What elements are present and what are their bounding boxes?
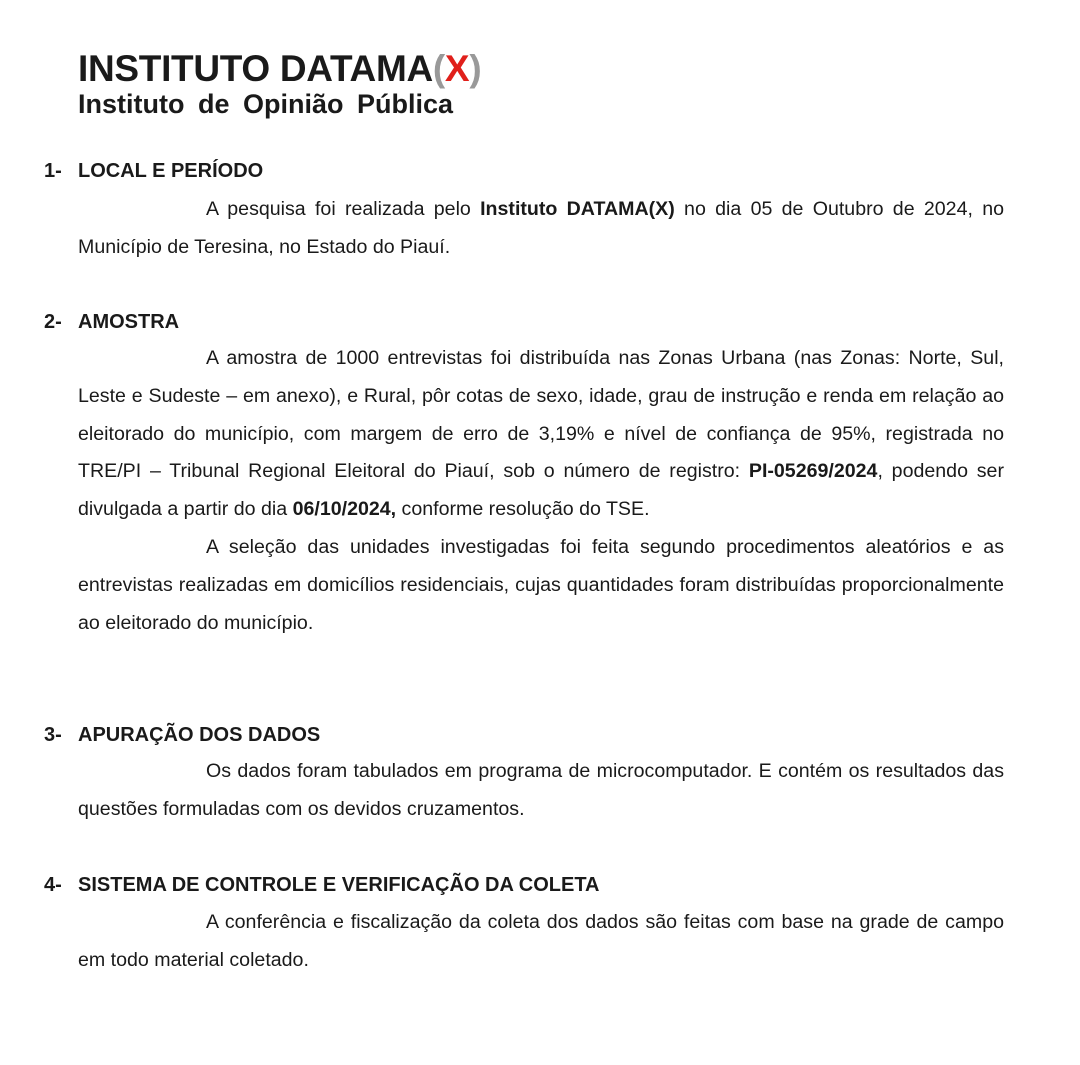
brand-subtitle: Instituto de Opinião Pública	[78, 89, 454, 119]
section-heading	[44, 723, 320, 747]
section-title: AMOSTRA	[78, 311, 180, 333]
section-body	[78, 191, 1004, 267]
text-run: A pesquisa foi realizada pelo	[206, 198, 481, 220]
document-header	[78, 50, 481, 120]
section-title: SISTEMA DE CONTROLE E VERIFICAÇÃO DA COLETA	[78, 874, 600, 896]
section-heading	[44, 873, 600, 897]
brand-main: INSTITUTO DATAMA	[78, 48, 433, 89]
bold-text: Instituto DATAMA(X)	[480, 198, 675, 220]
paragraph	[78, 340, 1004, 529]
section-body	[78, 753, 1004, 829]
paragraph	[78, 191, 1004, 267]
section-title: LOCAL E PERÍODO	[78, 160, 264, 182]
section-number: 4-	[44, 874, 62, 896]
brand-close-paren: )	[469, 48, 482, 89]
section-number: 3-	[44, 724, 62, 746]
brand-title	[78, 50, 481, 88]
text-run: , podendo ser divulgada a partir do dia	[78, 460, 1004, 521]
bold-text: PI-05269/2024	[748, 460, 878, 483]
paragraph: A conferência e fiscalização da coleta dos dados são feitas com base na grade de campo em todo material coletado.	[78, 911, 1004, 971]
text-run: no dia 05 de Outubro de 2024, no Município de Teresina, no Estado do Piauí.	[78, 198, 1005, 258]
text-run: conforme resolução do TSE.	[396, 498, 650, 521]
section-number: 1-	[44, 160, 62, 182]
brand-open-paren: (	[432, 48, 445, 89]
section-body	[78, 340, 1004, 642]
text-run: A amostra de 1000 entrevistas foi distribuída nas Zonas Urbana (nas Zonas: Norte, Sul, Leste e Sudeste – em anexo), e Rural, pôr cotas de sexo, idade, grau de instrução e renda em relação ao eleitorado do município, com margem de erro de 3,19% e nível de confiança de 95%, registrada no TRE/PI – Tribunal Regional Eleitoral do Piauí, sob o número de registro:	[78, 347, 1004, 483]
section-number: 2-	[44, 311, 62, 333]
paragraph: Os dados foram tabulados em programa de microcomputador. E contém os resultados das questões formuladas com os devidos cruzamentos.	[78, 760, 1004, 820]
section-title: APURAÇÃO DOS DADOS	[78, 724, 321, 746]
section-heading	[44, 159, 263, 183]
brand-x-mark: X	[444, 48, 470, 89]
bold-text: 06/10/2024,	[292, 498, 397, 521]
section-body	[78, 904, 1004, 980]
section-heading	[44, 310, 179, 334]
paragraph: A seleção das unidades investigadas foi feita segundo procedimentos aleatórios e as entrevistas realizadas em domicílios residenciais, cujas quantidades foram distribuídas proporcionalmente ao eleitorado do município.	[78, 535, 1004, 634]
